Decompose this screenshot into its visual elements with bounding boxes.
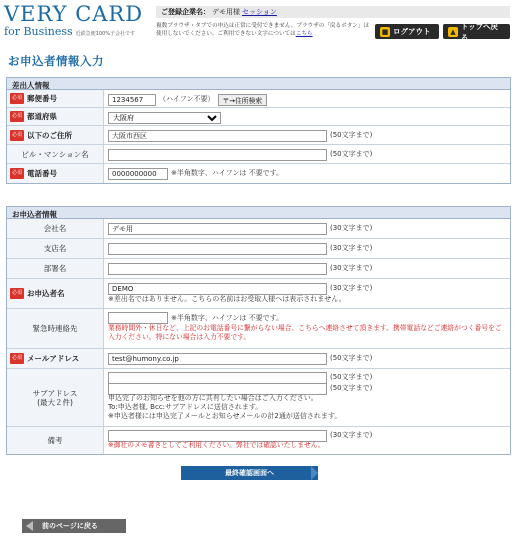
notice-text: 複数ブラウザ・タブでの申込は正常に受付できません。ブラウザの「戻るボタン」は使用しないでください。ご利用できない文字については: [156, 23, 370, 37]
building-row: [7, 145, 510, 164]
emergency-note: ※半角数字、ハイフンは 不要です。: [171, 313, 284, 322]
sub-address-note-2: To:申込者様, Bcc:サブアドレスに送信されます。: [108, 403, 263, 411]
memo-input[interactable]: [108, 430, 327, 442]
previous-page-label: 前のページに戻る: [42, 522, 98, 530]
sub-address-row: [7, 369, 510, 427]
required-badge: 必須: [10, 111, 24, 122]
arrow-left-icon: [26, 521, 33, 531]
building-limit: (50文字まで): [330, 150, 373, 158]
email-limit: (50文字まで): [330, 354, 373, 362]
email-row: [7, 349, 510, 369]
sub-address-2-input[interactable]: [108, 383, 327, 395]
phone-note: ※半角数字、ハイフンは 不要です。: [171, 169, 284, 177]
branch-input[interactable]: [108, 243, 327, 255]
sender-heading: 差出人情報: [7, 78, 510, 90]
applicant-name-row: [7, 279, 510, 309]
email-input[interactable]: [108, 353, 327, 365]
logo-title: VERY CARD: [4, 2, 144, 26]
previous-page-button[interactable]: [22, 519, 126, 533]
department-label: 部署名: [7, 259, 104, 278]
sub-address-note-3: ※申込者様には申込完了メールとお知らせメールの計2通が送信されます。: [108, 412, 342, 420]
postal-input[interactable]: [108, 94, 156, 106]
phone-label: 電話番号: [27, 169, 58, 178]
memo-label: 備考: [7, 427, 104, 454]
home-icon: ▲: [448, 27, 458, 37]
department-limit: (30文字まで): [330, 264, 373, 272]
back-to-top-button[interactable]: [443, 21, 510, 42]
email-label: メールアドレス: [27, 354, 80, 363]
postal-label: 郵便番号: [27, 94, 58, 103]
sub-address-note-1: 申込完了のお知らせを他の方に共有したい場合はご入力ください。: [108, 394, 318, 402]
sub-address-2-limit: (50文字まで): [330, 384, 373, 392]
required-badge: 必須: [10, 130, 24, 141]
memo-note: ※御社のメモ書きとしてご利用ください。弊社では確認いたしません。: [108, 441, 325, 449]
prefecture-label: 都道府県: [27, 112, 58, 121]
address-input[interactable]: [108, 130, 327, 142]
logout-button[interactable]: [375, 24, 439, 39]
sub-address-1-limit: (50文字まで): [330, 373, 373, 381]
emergency-row: [7, 309, 510, 349]
postal-row: [7, 90, 510, 108]
session-link[interactable]: セッション: [242, 8, 277, 16]
logo-subtitle: for Business: [4, 25, 73, 38]
postal-note: （ハイフン不要）: [159, 95, 215, 103]
memo-limit: (30文字まで): [330, 431, 373, 439]
applicant-section: [6, 206, 511, 455]
branch-row: [7, 239, 510, 259]
address-row: [7, 126, 510, 145]
department-input[interactable]: [108, 263, 327, 275]
sender-section: [6, 77, 511, 184]
browser-notice: [156, 22, 372, 38]
final-confirm-button[interactable]: 最終確認画面へ: [181, 466, 318, 480]
company-label: ご登録企業名：: [161, 8, 210, 16]
brand-logo: [4, 3, 144, 38]
branch-label: 支店名: [7, 239, 104, 258]
required-badge: 必須: [10, 93, 24, 104]
memo-row: [7, 427, 510, 454]
prefecture-row: [7, 108, 510, 126]
top-label: トップへ戻る: [460, 21, 499, 42]
sub-address-max: (最大２件): [37, 397, 73, 407]
company-input[interactable]: [108, 223, 327, 235]
logo-tagline: 近鉄急便100%子会社です: [75, 31, 135, 37]
department-row: [7, 259, 510, 279]
company-bar: [156, 6, 510, 18]
company-limit: (30文字まで): [330, 224, 373, 232]
address-label: 以下のご住所: [27, 130, 73, 140]
applicant-name-input[interactable]: [108, 283, 327, 295]
logout-label: ログアウト: [393, 27, 431, 36]
building-label: ビル・マンション名: [7, 145, 104, 163]
phone-input[interactable]: [108, 168, 168, 180]
company-field-label: 会社名: [7, 219, 104, 238]
emergency-input[interactable]: [108, 312, 168, 324]
emergency-warning: 業務時間外・休日など、上記のお電話番号に繋がらない場合、こちらへ連絡させて頂きます。携帯電話などご連絡がつく番号をご入力ください。特にない場合は入力不要です。: [108, 324, 502, 341]
required-badge: 必須: [10, 288, 24, 299]
company-name: デモ用様: [212, 8, 240, 16]
company-row: [7, 219, 510, 239]
address-search-button[interactable]: 〒→住所検索: [218, 94, 268, 106]
lock-icon: ■: [381, 27, 389, 36]
branch-limit: (30文字まで): [330, 244, 373, 252]
notice-link[interactable]: こちら: [295, 31, 313, 37]
applicant-name-limit: (30文字まで): [330, 284, 373, 292]
required-badge: 必須: [10, 168, 24, 179]
address-limit: (50文字まで): [330, 131, 373, 139]
emergency-label: 緊急時連絡先: [7, 309, 104, 348]
page-title: お申込者情報入力: [8, 54, 104, 68]
applicant-name-note: ※差出名ではありません。こちらの名前はお受取人様へは表示されません。: [108, 295, 346, 303]
sub-address-label: サブアドレス: [32, 388, 78, 398]
applicant-name-label: お申込者名: [27, 289, 65, 298]
required-badge: 必須: [10, 353, 24, 364]
phone-row: [7, 164, 510, 183]
applicant-heading: お申込者情報: [7, 207, 510, 219]
building-input[interactable]: [108, 149, 327, 161]
prefecture-select[interactable]: [108, 112, 221, 124]
